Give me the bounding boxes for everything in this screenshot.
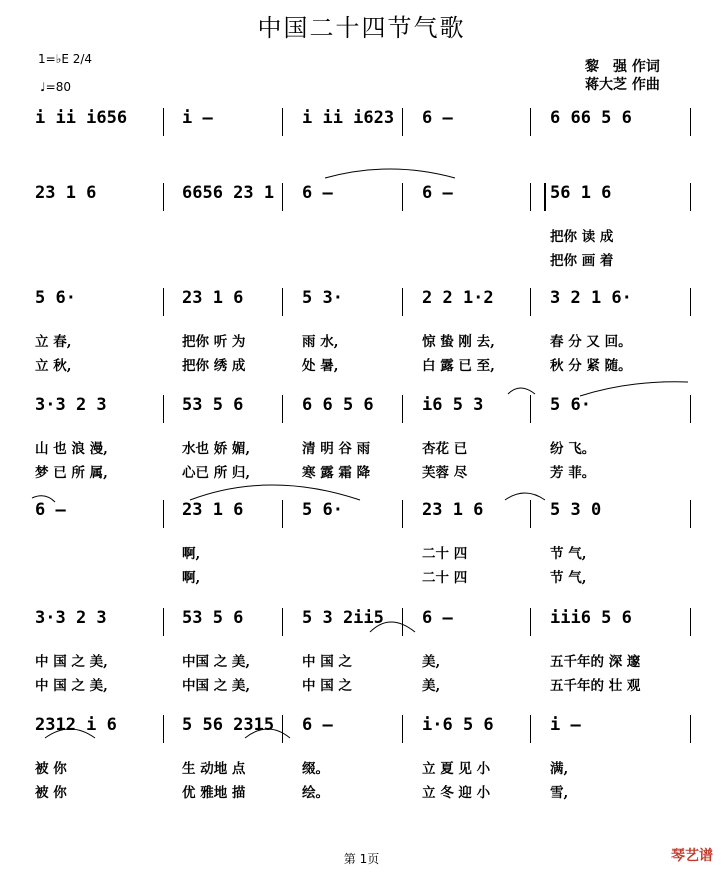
measure: i – (182, 108, 213, 128)
key-signature: 1=♭E 2/4 (38, 52, 93, 66)
lyric-verse-2: 优 雅地 描 (182, 785, 246, 801)
lyric-verse-2: 芳 菲。 (550, 465, 596, 481)
lyricist-credit: 黎 强 作词 (585, 59, 660, 75)
lyric-verse-1: 惊 蛰 刚 去, (422, 334, 495, 350)
measure: 2 2 1·2 (422, 288, 494, 308)
lyric-verse-2: 被 你 (35, 785, 67, 801)
lyric-verse-2: 把你 画 着 (550, 253, 614, 269)
lyric-verse-2: 寒 露 霜 降 (302, 465, 371, 481)
lyric-verse-2: 雪, (550, 785, 569, 801)
lyric-verse-1: 缀。 (302, 761, 329, 777)
lyric-verse-2: 立 秋, (35, 358, 72, 374)
song-title: 中国二十四节气歌 (257, 14, 466, 42)
lyric-verse-2: 五千年的 壮 观 (550, 678, 641, 694)
slur (370, 622, 415, 632)
lyric-verse-1: 把你 读 成 (550, 229, 614, 245)
lyric-verse-2: 中 国 之 (302, 678, 352, 694)
tempo-marking: ♩=80 (40, 80, 71, 94)
slur (580, 382, 688, 396)
measure: 6 – (422, 108, 453, 128)
measure: 5 6· (302, 500, 343, 520)
page-number: 第 1页 (343, 852, 380, 866)
measure: 6656 23 1 (182, 183, 275, 203)
slur (505, 493, 545, 500)
lyric-verse-1: 满, (550, 761, 569, 777)
lyric-verse-2: 梦 已 所 属, (35, 465, 108, 481)
lyric-verse-1: 中 国 之 (302, 654, 352, 670)
slur (45, 729, 95, 738)
measure: iii6 5 6 (550, 608, 632, 628)
lyric-verse-2: 立 冬 迎 小 (422, 785, 491, 801)
watermark-logo: 琴艺谱 (671, 848, 713, 864)
lyric-verse-2: 芙蓉 尽 (422, 465, 468, 481)
measure: 23 1 6 (182, 500, 244, 520)
lyric-verse-1: 二十 四 (422, 546, 468, 562)
measure: 3·3 2 3 (35, 608, 107, 628)
measure: 56 1 6 (550, 183, 612, 203)
measure: i·6 5 6 (422, 715, 494, 735)
lyric-verse-1: 山 也 浪 漫, (35, 441, 108, 457)
slur (32, 496, 55, 502)
lyric-verse-2: 秋 分 紧 随。 (550, 358, 632, 374)
lyric-verse-2: 白 露 已 至, (422, 358, 495, 374)
measure: 23 1 6 (182, 288, 244, 308)
lyric-verse-1: 立 夏 见 小 (422, 761, 491, 777)
measure: 2312 i 6 (35, 715, 117, 735)
measure: i – (550, 715, 581, 735)
lyric-verse-2: 绘。 (302, 785, 329, 801)
measure: 6 – (302, 183, 333, 203)
measure: 53 5 6 (182, 608, 244, 628)
measure: 6 – (422, 183, 453, 203)
measure: 6 – (35, 500, 66, 520)
lyric-verse-1: 生 动地 点 (182, 761, 246, 777)
measure: 5 3· (302, 288, 343, 308)
lyric-verse-1: 被 你 (35, 761, 67, 777)
lyric-verse-1: 美, (422, 654, 441, 670)
lyric-verse-2: 节 气, (550, 570, 587, 586)
lyric-verse-2: 把你 绣 成 (182, 358, 246, 374)
measure: 6 – (422, 608, 453, 628)
lyric-verse-2: 心已 所 归, (182, 465, 251, 481)
lyric-verse-1: 杏花 已 (422, 441, 468, 457)
lyric-verse-1: 中国 之 美, (182, 654, 251, 670)
measure: 23 1 6 (422, 500, 484, 520)
lyric-verse-1: 春 分 又 回。 (550, 334, 632, 350)
measure: 6 6 5 6 (302, 395, 374, 415)
measure: 3 2 1 6· (550, 288, 632, 308)
lyric-verse-1: 立 春, (35, 334, 72, 350)
measure: 23 1 6 (35, 183, 97, 203)
slur (190, 485, 360, 500)
measure: 3·3 2 3 (35, 395, 107, 415)
lyric-verse-2: 中国 之 美, (182, 678, 251, 694)
lyric-verse-1: 中 国 之 美, (35, 654, 108, 670)
lyric-verse-1: 清 明 谷 雨 (302, 441, 371, 457)
lyric-verse-2: 中 国 之 美, (35, 678, 108, 694)
lyric-verse-2: 美, (422, 678, 441, 694)
lyric-verse-1: 水也 娇 媚, (182, 441, 251, 457)
lyric-verse-1: 雨 水, (302, 334, 339, 350)
measure: 5 6· (550, 395, 591, 415)
lyric-verse-1: 纷 飞。 (550, 441, 596, 457)
lyric-verse-2: 处 暑, (302, 358, 339, 374)
measure: 53 5 6 (182, 395, 244, 415)
measure: 5 6· (35, 288, 76, 308)
measure: 5 56 2315 (182, 715, 275, 735)
composer-credit: 蒋大芝 作曲 (585, 77, 660, 93)
measure: 6 – (302, 715, 333, 735)
lyric-verse-2: 二十 四 (422, 570, 468, 586)
lyric-verse-1: 啊, (182, 546, 201, 562)
measure: i6 5 3 (422, 395, 484, 415)
lyric-verse-1: 节 气, (550, 546, 587, 562)
measure: 5 3 0 (550, 500, 602, 520)
lyric-verse-1: 把你 听 为 (182, 334, 246, 350)
slur (245, 729, 290, 738)
measure: 6 66 5 6 (550, 108, 632, 128)
slur (325, 169, 455, 178)
lyric-verse-2: 啊, (182, 570, 201, 586)
measure: i ii i656 (35, 108, 128, 128)
measure: 5 3 2ii5 (302, 608, 384, 628)
slur (508, 388, 535, 394)
lyric-verse-1: 五千年的 深 邃 (550, 654, 641, 670)
measure: i ii i623 (302, 108, 395, 128)
